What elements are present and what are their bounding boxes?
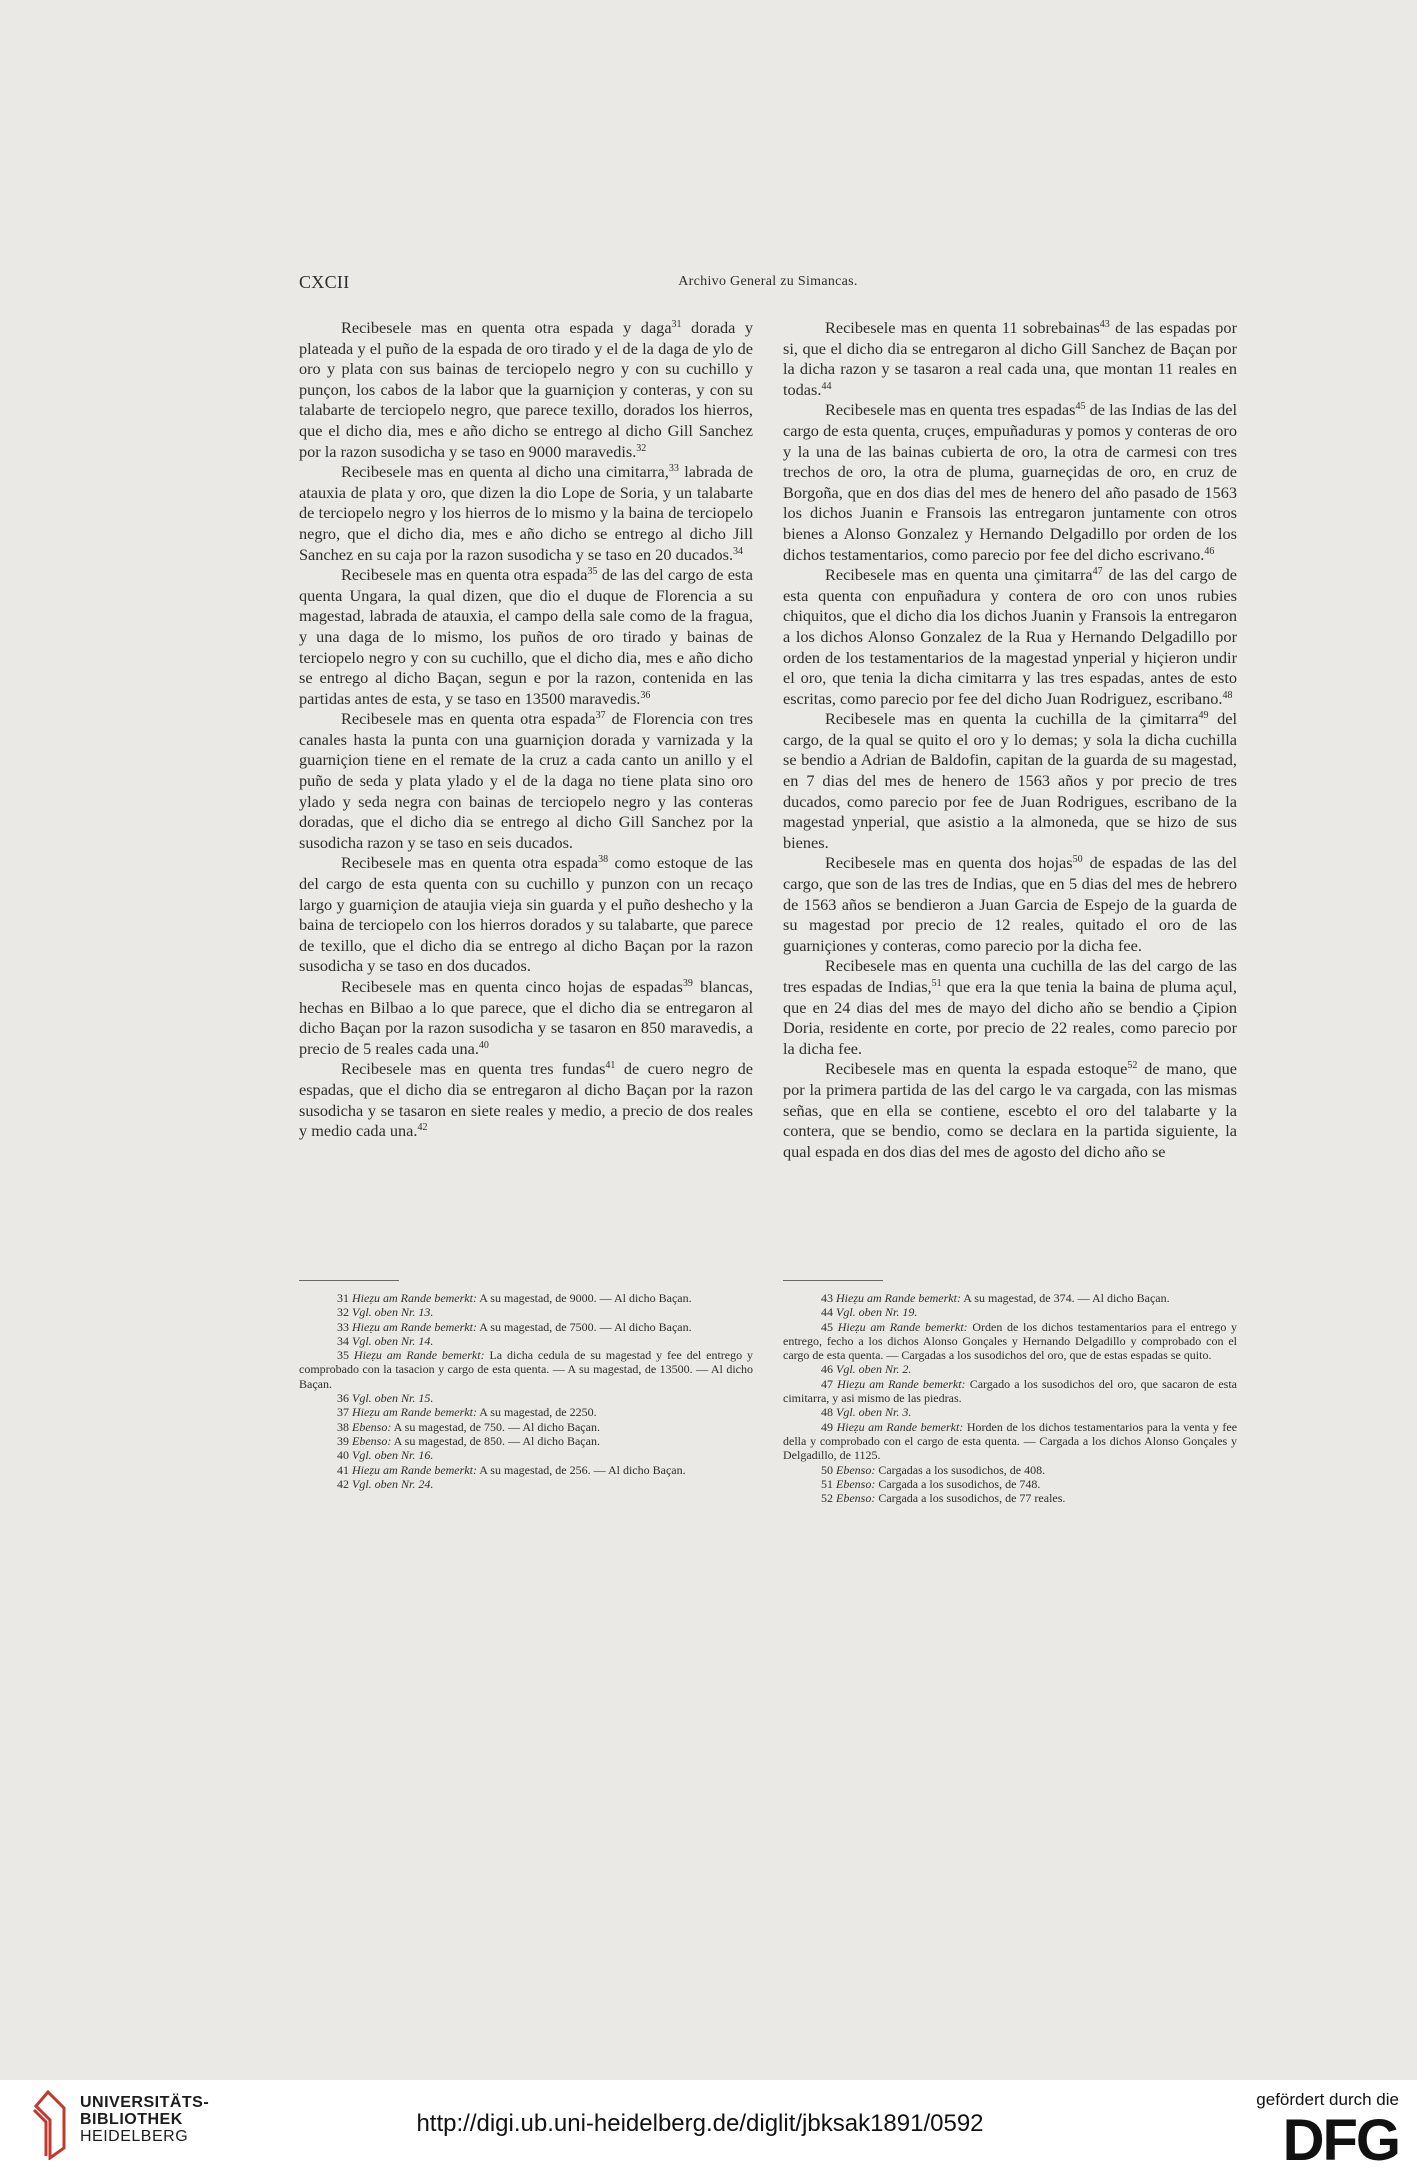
footnote-italic: Vgl. oben Nr. 13. [352, 1305, 434, 1320]
right-column-text [783, 318, 1237, 1162]
footnote-ref: 32 [636, 442, 647, 454]
footnote-ref: 45 [1075, 401, 1086, 413]
footnote [783, 1463, 1237, 1477]
footnote-italic: Hieẓu am Rande bemerkt: [836, 1419, 964, 1434]
footnote [299, 1320, 753, 1334]
footnote [299, 1391, 753, 1405]
footnote [299, 1305, 753, 1319]
paragraph-text: Recibesele mas en quenta otra espada y daga [341, 318, 672, 337]
paragraph-text-cont: que era la que tenia la baina de pluma açul, que en 24 dias del mes de mayo del dicho año se bendio a Çipion Doria, residente en corte, por precio de 22 reales, como parecio por la dicha fee. [783, 977, 1237, 1058]
paragraph-text-cont: de espadas de las del cargo, que son de las tres de Indias, que en 5 dias del mes de hebrero de 1563 años se bendieron a Juan Garcia de Espejo de la guarda de su magestad por precio de 12 reales, quitado el oro de las guarniçiones y conteras, como parecio por la dicha fee. [783, 853, 1237, 955]
footnote-ref: 43 [1099, 319, 1110, 330]
footnote-ref: 47 [1092, 566, 1103, 578]
dfg-logo: DFG [1282, 2108, 1399, 2173]
footnote-ref: 37 [595, 710, 606, 722]
footnote-italic: Hieẓu am Rande bemerkt: [352, 1319, 477, 1334]
footnote-ref: 42 [417, 1122, 428, 1134]
paragraph-text-cont: de las espadas por si, que el dicho dia se entregaron al dicho Gill Sanchez de Baçan por la dicha razon y se tasaron a real cada una, que montan 11 reales en todas. [783, 318, 1237, 399]
footnote-rule [783, 1280, 883, 1281]
page-folio: CXCII [299, 272, 350, 292]
footnote-number: 42 [337, 1476, 349, 1491]
footnote-ref: 40 [478, 1039, 489, 1051]
footnote-text: Cargadas a los susodichos, de 408. [875, 1462, 1046, 1477]
footnote-ref: 41 [605, 1060, 616, 1072]
right-footnotes [783, 1291, 1237, 1505]
footnote-italic: Hieẓu am Rande bemerkt: [837, 1376, 966, 1391]
footnote-number: 37 [337, 1405, 349, 1420]
footnote [299, 1477, 753, 1491]
funding-note: gefördert durch die [1256, 2090, 1399, 2109]
footnote [783, 1477, 1237, 1491]
paragraph [299, 1059, 753, 1141]
paragraph-text: Recibesele mas en quenta una cuchilla de las del cargo de las tres espadas de Indias, [783, 956, 1237, 996]
footnote-number: 46 [821, 1362, 833, 1377]
footnote [299, 1420, 753, 1434]
footnote-number: 44 [821, 1305, 833, 1320]
footnote-ref: 49 [1198, 710, 1209, 722]
footnote [299, 1334, 753, 1348]
footnote-italic: Vgl. oben Nr. 3. [836, 1405, 912, 1420]
footnote-number: 34 [337, 1333, 349, 1348]
footnote [299, 1434, 753, 1448]
footnote-ref: 51 [931, 978, 942, 989]
footnote-text: A su magestad, de 2250. [476, 1405, 597, 1420]
footnote-italic: Vgl. oben Nr. 16. [352, 1448, 434, 1463]
footnote [299, 1348, 753, 1391]
footnote [299, 1405, 753, 1419]
footnote [783, 1491, 1237, 1505]
footnote-ref: 34 [733, 545, 744, 557]
university-library-logo-icon [28, 2090, 68, 2160]
footnote-ref: 38 [598, 854, 609, 866]
paragraph-text: Recibesele mas en quenta 11 sobrebainas [825, 318, 1100, 337]
paragraph [299, 462, 753, 565]
paragraph-text: Recibesele mas en quenta dos hojas [825, 853, 1073, 873]
paragraph-text: Recibesele mas en quenta tres fundas [341, 1059, 606, 1079]
footnote-number: 45 [821, 1319, 833, 1334]
running-head [299, 272, 1237, 296]
paragraph-text-cont: del cargo, de la qual se quito el oro y lo demas; y sola la dicha cuchilla se bendio a Adrian de Baldofin, capitan de la guarda de su magestad, en 7 dias del mes de henero de 1563 años y por precio de tres ducados, como parecio por fee de Juan Rodrigues, escribano de la magestad ynperial, que asistio a la almoneda, que se hizo de sus bienes. [783, 709, 1237, 852]
footnote-italic: Hieẓu am Rande bemerkt: [837, 1319, 968, 1334]
paragraph-text-cont: de las Indias de las del cargo de esta quenta, cruçes, empuñaduras y pomos y conteras de oro y la una de las bainas cubierta de oro, la otra de carmesi con tres trechos de oro, la otra de pluma, guarneçidas de oro, en cruz de Borgoña, que en dos dias del mes de henero del año pasado de 1563 los dichos Juanin e Fransois las entregaron juntamente con otros bienes a Alonso Gonzalez y Hernando Delgadillo por orden de los dichos testamentarios, como parecio por fee del dicho escrivano. [783, 400, 1237, 564]
running-title: Archivo General zu Simancas. [678, 274, 858, 289]
library-name-line1: UNIVERSITÄTS- [80, 2094, 210, 2111]
footnote-number: 51 [821, 1476, 833, 1491]
footnote-number: 40 [337, 1448, 349, 1463]
footnote-italic: Vgl. oben Nr. 14. [352, 1333, 434, 1348]
footnote [783, 1362, 1237, 1376]
footnote-text: La dicha cedula de su magestad y fee del entrego y comprobado con la tasacion y cargo de esta quenta. — A su magestad, de 13500. — Al dicho Baçan. [299, 1348, 754, 1391]
paragraph [783, 1059, 1237, 1162]
footnote-ref: 36 [640, 689, 651, 701]
footnote-text: A su magestad, de 256. — Al dicho Baçan. [476, 1462, 686, 1477]
footnote-ref: 48 [1222, 689, 1233, 701]
footnote-italic: Vgl. oben Nr. 24. [352, 1476, 434, 1491]
footnote [299, 1291, 753, 1305]
paragraph-text: Recibesele mas en quenta una çimitarra [825, 565, 1093, 585]
footnote-ref: 50 [1072, 854, 1083, 866]
paragraph [299, 565, 753, 709]
paragraph-text-cont: labrada de atauxia de plata y oro, que dizen la dio Lope de Soria, y un talabarte de terciopelo negro y los hierros de lo mismo y la baina de terciopelo negro, que el dicho dia, mes e año dicho se entrego al dicho Jill Sanchez en su caja por la razon susodicha y se taso en 20 ducados. [299, 462, 753, 564]
paragraph [783, 318, 1237, 400]
paragraph [783, 853, 1237, 956]
footnote [783, 1320, 1237, 1363]
paragraph-text: Recibesele mas en quenta otra espada [341, 709, 596, 729]
footnote-text: Horden de los dichos testamentarios para la venta y fee della y comprobado con el cargo de esta quenta. — Cargada a los dichos Alonso Gonçales y Delgadillo, de 1125. [783, 1419, 1238, 1463]
footnote-ref: 44 [821, 380, 832, 392]
paragraph [299, 318, 753, 462]
footnote-text: A su magestad, de 850. — Al dicho Baçan. [391, 1433, 600, 1448]
paragraph [783, 709, 1237, 853]
footnote-number: 39 [337, 1433, 349, 1448]
paragraph-text-cont: de las del cargo de esta quenta con enpuñadura y contera de oro con unos rubies chiquitos, que el dicho dia los dichos Juanin y Fransois la entregaron a los dichos Alonso Gonzalez de la Rua y Hernando Delgadillo por orden de los testamentarios de la magestad ynperial y hiçieron undir el oro, que tenia la dicha cimitarra y las tres espadas, antes de esto escritas, como parecio por fee del dicho Juan Rodriguez, escribano. [783, 565, 1237, 708]
footnote-text: Cargada a los susodichos, de 77 reales. [875, 1491, 1066, 1506]
footnote-ref: 31 [671, 319, 682, 330]
footnote [299, 1463, 753, 1477]
footnote-ref: 35 [587, 566, 598, 578]
footnote-italic: Hieẓu am Rande bemerkt: [352, 1462, 477, 1477]
paragraph [783, 565, 1237, 709]
paragraph-text-cont: dorada y plateada y el puño de la espada de oro tirado y el de la daga de ylo de oro y plata con sus bainas de terciopelo negro y con su cuchillo y punçon, los cabos de la labor que la guarniçion y conteras, y con su talabarte de terciopelo negro, que parece texillo, dorados los hierros, que el dicho dia, mes e año dicho se entrego al dicho Gill Sanchez por la razon susodicha y se taso en 9000 maravedis. [299, 318, 753, 461]
footnote-italic: Ebenso: [352, 1433, 392, 1448]
paragraph [299, 853, 753, 977]
paragraph-text: Recibesele mas en quenta la espada estoque [825, 1059, 1128, 1079]
footnote-number: 48 [821, 1405, 833, 1420]
footnote-number: 32 [337, 1305, 349, 1320]
left-footnotes [299, 1291, 753, 1491]
left-column [299, 318, 754, 1491]
footnote [783, 1420, 1237, 1463]
footnote-number: 31 [337, 1291, 349, 1305]
footnote-text: A su magestad, de 7500. — Al dicho Baçan. [476, 1319, 692, 1334]
footnote-italic: Ebenso: [836, 1476, 876, 1491]
footnote-number: 36 [337, 1391, 349, 1406]
left-column-text [299, 318, 753, 1142]
paragraph-text-cont: blancas, hechas en Bilbao a lo que parece, que el dicho dia se entregaron al dicho Baçan por la razon susodicha y se tasaron en 850 maravedis, a precio de 5 reales cada una. [299, 977, 753, 1058]
paragraph-text: Recibesele mas en quenta al dicho una cimitarra, [341, 462, 669, 482]
footnote-italic: Vgl. oben Nr. 2. [836, 1362, 912, 1377]
footnote [783, 1377, 1237, 1406]
library-name [80, 2094, 209, 2145]
footnote-ref: 33 [668, 463, 679, 475]
footnote-number: 33 [337, 1319, 349, 1334]
paragraph-text-cont: de las del cargo de esta quenta Ungara, la qual dizen, que dio el duque de Florencia a su magestad, labrada de atauxia, el campo della sale como de la fragua, y una daga de lo mismo, los puños de oro tirado y bainas de terciopelo negro y con su cuchillo, que el dicho dia, mes e año dicho se entrego al dicho Baçan, segun e por la razon, contenida en las partidas antes de esta, y se taso en 13500 maravedis. [299, 565, 754, 708]
footnote-ref: 52 [1127, 1060, 1138, 1072]
paragraph-text: Recibesele mas en quenta la cuchilla de la çimitarra [825, 709, 1199, 729]
footnote-italic: Vgl. oben Nr. 19. [836, 1305, 918, 1320]
footnote [783, 1291, 1237, 1305]
footnote-ref: 39 [682, 978, 693, 989]
paragraph-text-cont: como estoque de las del cargo de esta quenta con su cuchillo y punzon con un recaço largo y guarniçion de ataujia vieja sin guarda y el puño deshecho y la baina de terciopelo con los hierros dorados y su talabarte, que parece de texillo, que el dicho dia se entrego al dicho Baçan por la razon susodicha y se taso en dos ducados. [299, 853, 754, 976]
library-name-line2: BIBLIOTHEK [80, 2111, 183, 2128]
footnote-italic: Hieẓu am Rande bemerkt: [352, 1291, 477, 1305]
footnote-text: Cargada a los susodichos, de 748. [875, 1476, 1041, 1491]
footnote-text: Orden de los dichos testamentarios para el entrego y entrego, fecho a los dichos Alonso Gonçales y Hernando Delgadillo y comprobado con el cargo de esta quenta. — Cargadas a los susodichos del oro, que de estas espadas se quito. [783, 1319, 1238, 1363]
footnote-italic: Ebenso: [352, 1419, 392, 1434]
paragraph [299, 977, 753, 1059]
footnote-italic: Vgl. oben Nr. 15. [352, 1391, 434, 1406]
footnote-italic: Ebenso: [836, 1491, 876, 1506]
paragraph-text-cont: de cuero negro de espadas, que el dicho dia se entregaron al dicho Baçan por la razon susodicha y se tasaron en siete reales y medio, a precio de dos reales y medio cada una. [299, 1059, 753, 1141]
paragraph-text: Recibesele mas en quenta otra espada [341, 565, 588, 585]
footnote-italic: Hieẓu am Rande bemerkt: [352, 1405, 477, 1420]
footnote-italic: Ebenso: [836, 1462, 876, 1477]
footnote-text: A su magestad, de 9000. — Al dicho Baçan. [476, 1291, 692, 1305]
footnote-italic: Hieẓu am Rande bemerkt: [353, 1348, 485, 1363]
paragraph-text-cont: de mano, que por la primera partida de las del cargo le va cargada, con las mismas señas, que en ella se contiene, escebto el oro del talabarte y la contera, que se bendio, como se declara en la partida siguiente, la qual espada en dos dias del mes de agosto del dicho año se [783, 1059, 1238, 1161]
footnote-text: Cargado a los susodichos del oro, que sacaron de esta cimitarra, y asi mismo de las piedras. [783, 1376, 1238, 1406]
footnote [299, 1448, 753, 1462]
paragraph [783, 400, 1237, 565]
footnote-text: A su magestad, de 374. — Al dicho Baçan. [960, 1291, 1170, 1305]
footnote-number: 49 [821, 1419, 833, 1434]
footnote-number: 38 [337, 1419, 349, 1434]
source-url-link[interactable]: http://digi.ub.uni-heidelberg.de/diglit/jbksak1891/0592 [416, 2110, 984, 2137]
footnote-italic: Hieẓu am Rande bemerkt: [836, 1291, 961, 1305]
footnote-rule [299, 1280, 399, 1281]
footnote [783, 1405, 1237, 1419]
footnote-number: 35 [337, 1348, 349, 1363]
paragraph-text: Recibesele mas en quenta tres espadas [825, 400, 1076, 420]
footnote-number: 50 [821, 1462, 833, 1477]
footnote-number: 41 [337, 1462, 349, 1477]
footnote-ref: 46 [1204, 545, 1215, 557]
footnote-number: 52 [821, 1491, 833, 1506]
footnote [783, 1305, 1237, 1319]
paragraph-text: Recibesele mas en quenta cinco hojas de espadas [341, 977, 683, 996]
paragraph [299, 709, 753, 853]
footnote-number: 47 [821, 1376, 833, 1391]
paragraph-text: Recibesele mas en quenta otra espada [341, 853, 599, 873]
right-column [783, 318, 1238, 1506]
footnote-number: 43 [821, 1291, 833, 1305]
paragraph [783, 956, 1237, 1059]
footnote-text: A su magestad, de 750. — Al dicho Baçan. [391, 1419, 600, 1434]
paragraph-text-cont: de Florencia con tres canales hasta la punta con una guarniçion dorada y varnizada y la guarniçion tiene en el remate de la cruz a cada canto un anillo y el puño de seda y plata ylado y el de la daga no tiene plata sino oro ylado y seda negra con bainas de terciopelo negro y las conteras doradas, que el dicho dia se entrego al dicho Gill Sanchez por la susodicha razon y se taso en seis ducados. [299, 709, 754, 852]
library-name-line3: HEIDELBERG [80, 2128, 189, 2145]
